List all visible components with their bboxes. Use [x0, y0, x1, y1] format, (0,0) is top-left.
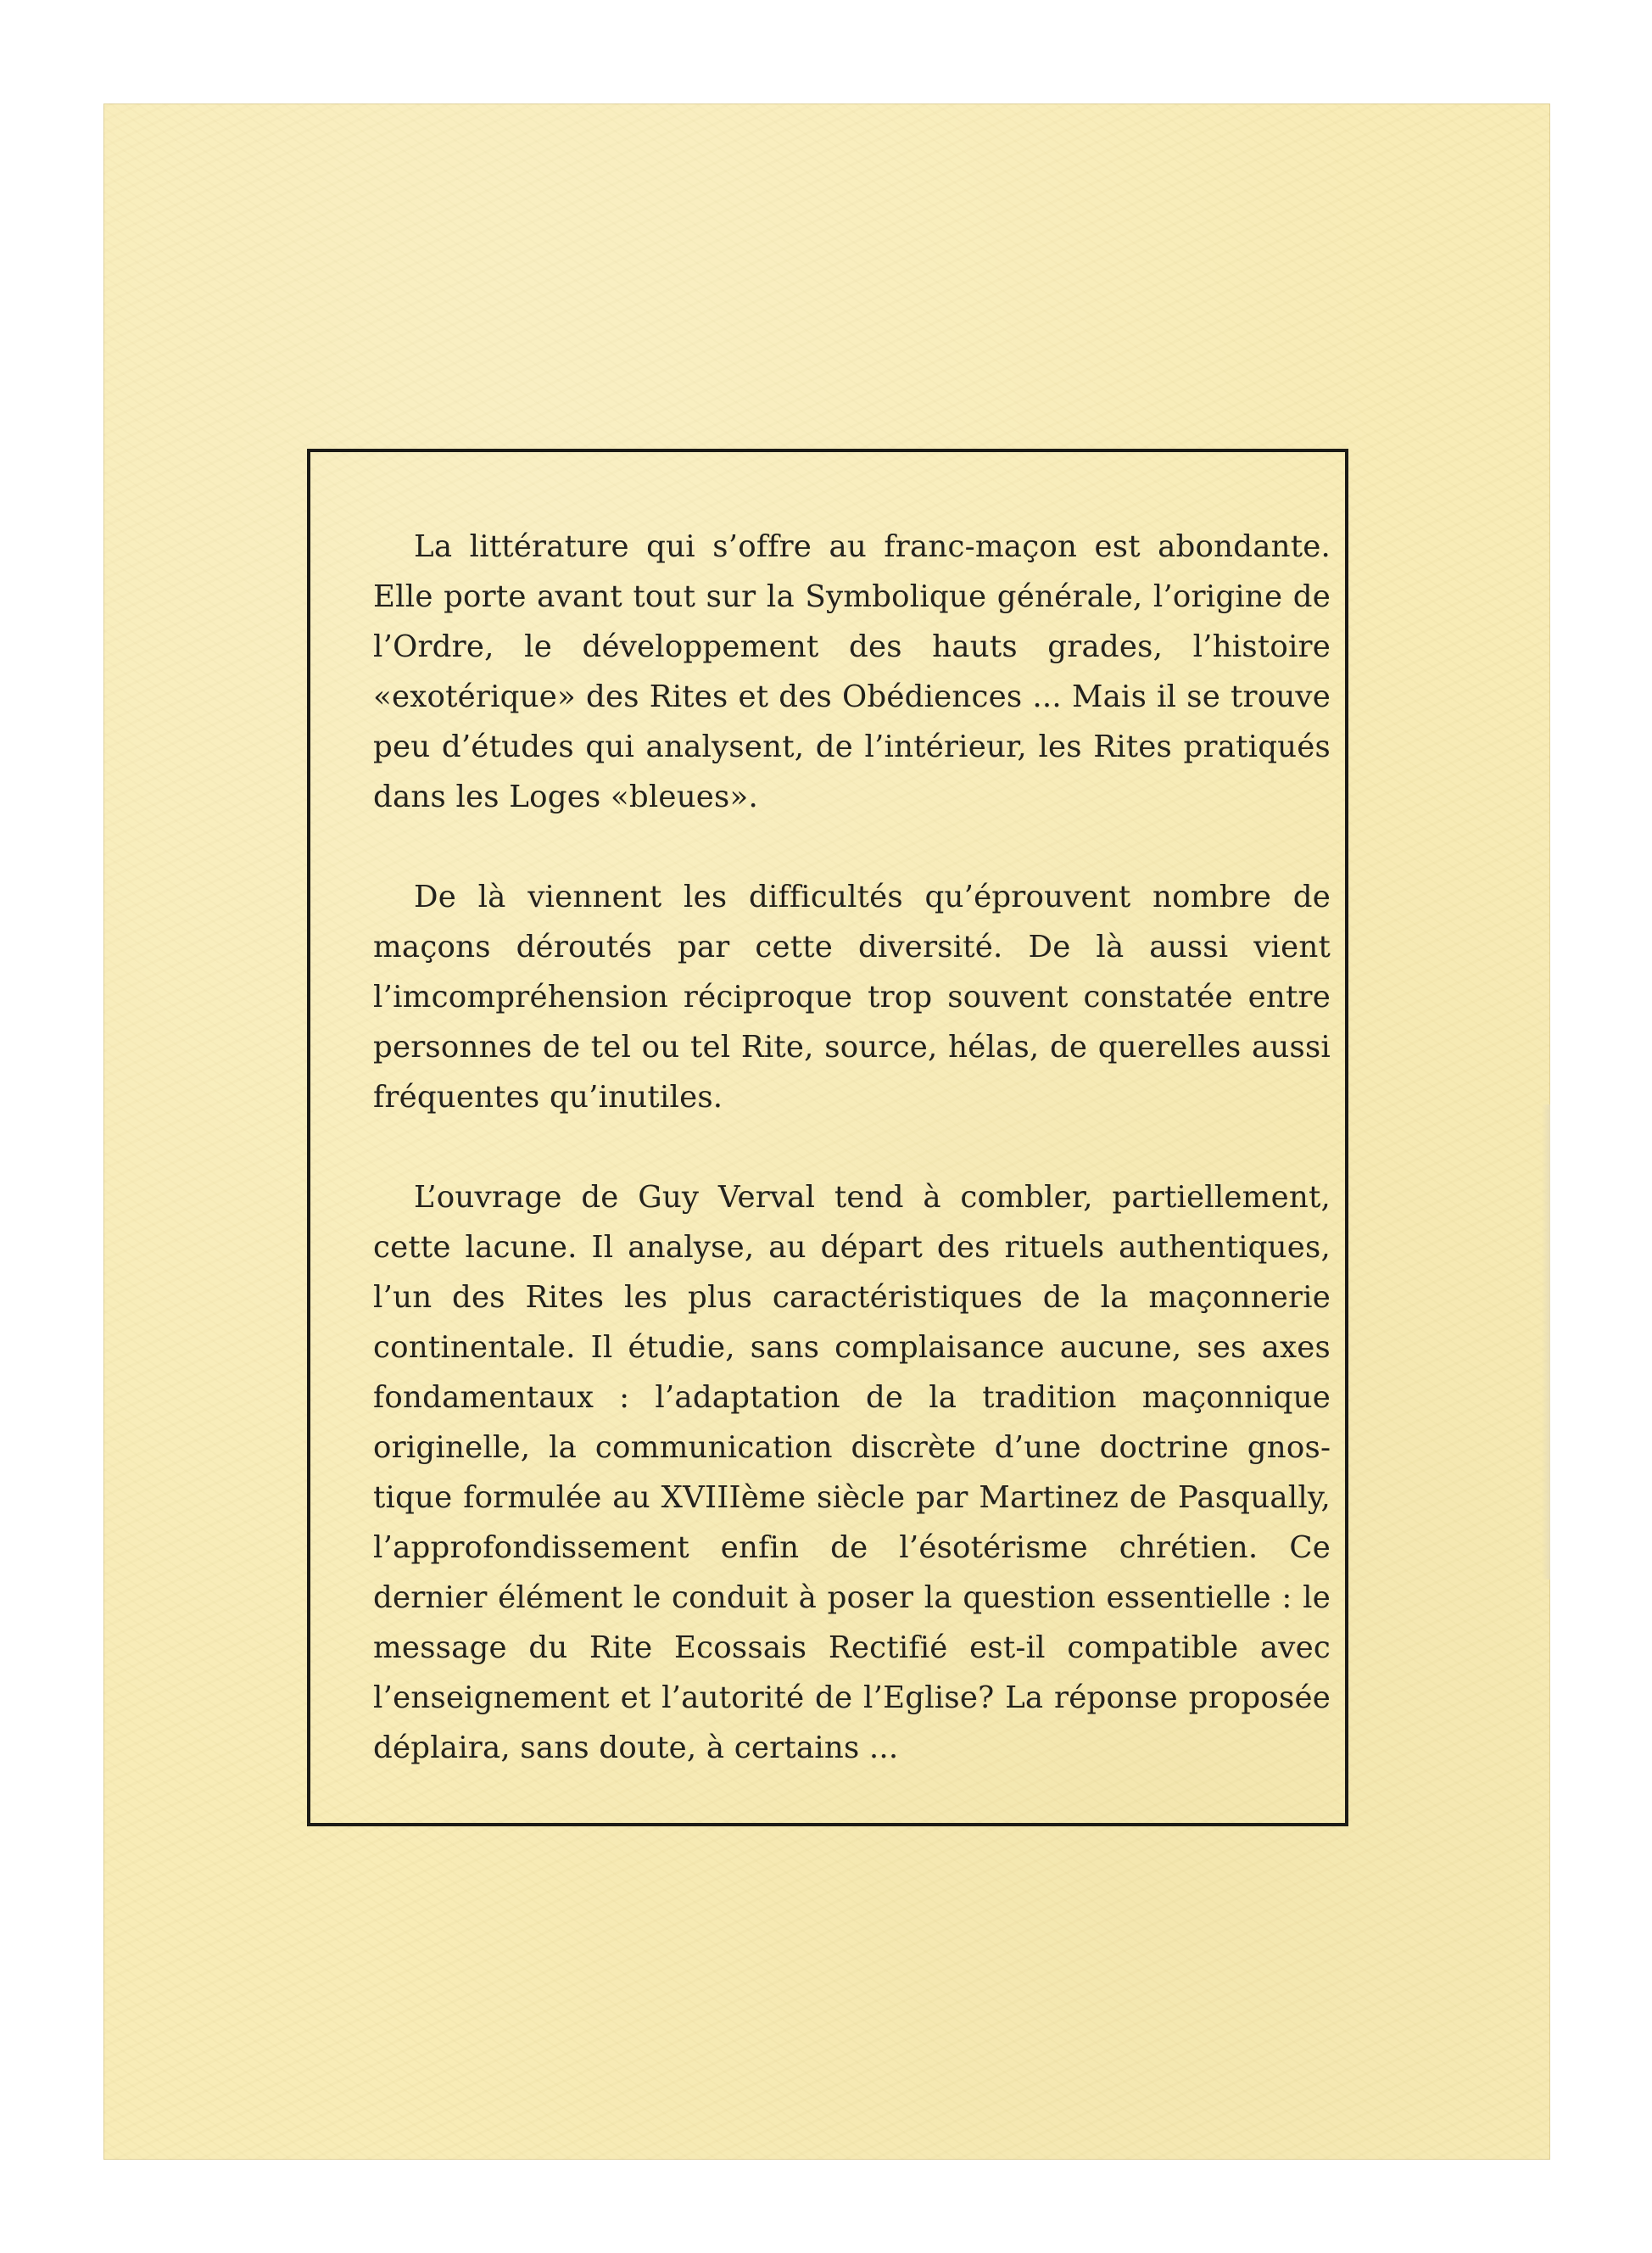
blurb-paragraph-3: L’ouvrage de Guy Verval tend à combler, partiellement, cette lacune. Il analyse, au départ des rituels authentiques, l’un des Rites les plus caractéristiques de la maçonnerie continentale. Il étudie, sans complaisance aucune, ses axes fondamentaux : l’adaptation de la tradition maçonnique originelle, la communication discrète d’une doctrine gnostique formulée au XVIIIème siècle par Martinez de Pasqually, l’approfondissement enfin de l’ésotérisme chrétien. Ce dernier élément le conduit à poser la question essentielle : le message du Rite Ecossais Rectifié est-il compatible avec l’enseignement et l’autorité de l’Eglise? La réponse proposée déplaira, sans doute, à certains ...	[373, 1180, 1331, 1765]
blurb-text	[373, 522, 1331, 1773]
book-back-cover	[103, 103, 1550, 2160]
blurb-paragraph-1: La littérature qui s’offre au franc-maçon est abondante. Elle porte avant tout sur la Symbolique générale, l’origine de l’Ordre, le développement des hauts grades, l’histoire «exotérique» des Rites et des Obédiences ... Mais il se trouve peu d’études qui analysent, de l’intérieur, les Rites pratiqués dans les Loges «bleues».	[373, 529, 1331, 814]
cover-edge-shading	[1542, 1104, 1550, 1579]
blurb-paragraph-2: De là viennent les difficultés qu’éprouvent nombre de maçons déroutés par cette diversité. De là aussi vient l’imcompréhension réciproque trop souvent constatée entre personnes de tel ou tel Rite, source, hélas, de querelles aussi fréquentes qu’inutiles.	[373, 880, 1331, 1115]
blurb-frame	[307, 449, 1348, 1826]
